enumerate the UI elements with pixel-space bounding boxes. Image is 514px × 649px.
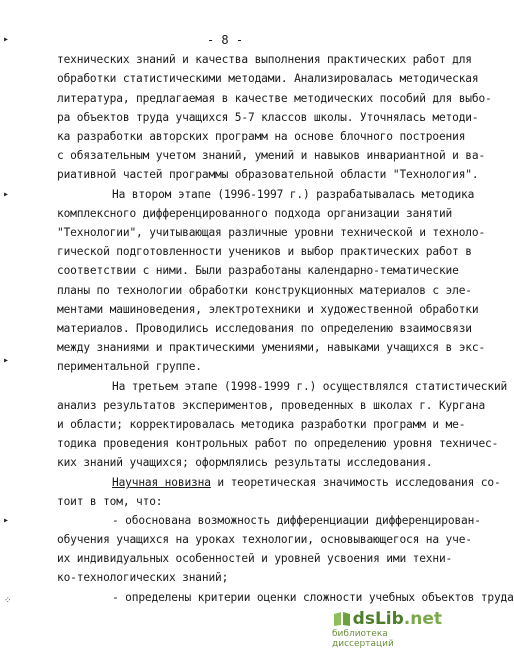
text-line: обработки статистическими методами. Анализировалась методическая <box>57 72 479 85</box>
dslib-watermark[interactable] <box>332 609 442 649</box>
novelty-label: Научная новизна <box>112 476 211 489</box>
book-icon <box>332 611 352 627</box>
text-line: ка разработки авторских программ на основе блочного построения <box>57 130 466 143</box>
text-line: комплексного дифференцированного подхода организации занятий <box>57 207 453 220</box>
text-line: "Технологии", учитывающая различные уровни технической и техноло- <box>57 226 486 239</box>
text-line: с обязательным учетом знаний, умений и навыков инвариантной и ва- <box>57 149 486 162</box>
scan-artifact: ⁘ <box>4 596 12 606</box>
margin-mark: ▸ <box>3 515 10 526</box>
watermark-logo-main: dsLib <box>352 609 404 629</box>
watermark-caption: библиотека диссертаций <box>332 629 394 649</box>
page-number: - 8 - <box>206 33 244 47</box>
text-line: ко-технологических знаний; <box>57 571 229 584</box>
margin-mark: ▸ <box>3 34 10 45</box>
watermark-logo <box>353 609 442 629</box>
margin-mark: ▸ <box>3 189 10 200</box>
text-line: тоит в том, что: <box>57 495 163 508</box>
text-line: обучения учащихся на уроках технологии, основывающегося на уче- <box>57 533 472 546</box>
text-line: На третьем этапе (1998-1999 г.) осуществлялся статистический <box>112 380 508 393</box>
text-line: ких знаний учащихся; оформлялись результаты исследования. <box>57 456 433 469</box>
text-line: соответствии с ними. Были разработаны календарно-тематические <box>57 264 459 277</box>
text-line: периментальной группе. <box>57 360 202 373</box>
novelty-line <box>112 476 501 490</box>
text-line: между знаниями и практическими умениями, навыками учащихся в экс- <box>57 341 486 354</box>
watermark-logo-tld: .net <box>403 609 442 629</box>
text-line: На втором этапе (1996-1997 г.) разрабатывалась методика <box>112 188 475 201</box>
text-line: анализ результатов экспериментов, проведенных в школах г. Кургана <box>57 399 486 412</box>
text-line: материалов. Проводились исследования по определению взаимосвязи <box>57 322 472 335</box>
text-line: тодика проведения контрольных работ по определению уровня техничес- <box>57 437 499 450</box>
margin-mark: ▸ <box>3 355 10 366</box>
novelty-text: теоретическая значимость исследования со- <box>230 476 501 489</box>
text-line: - обоснована возможность дифференциации дифференцирован- <box>112 514 481 527</box>
text-line: планы по технологии обработки конструкционных материалов с эле- <box>57 284 472 297</box>
text-line: и области; корректировалась методика разработки программ и ме- <box>57 418 466 431</box>
text-line: ра объектов труда учащихся 5-7 классов школы. Уточнялась методи- <box>57 111 479 124</box>
text-line: гической подготовленности учеников и выбор практических работ в <box>57 245 472 258</box>
text-line: ментами машиноведения, электротехники и художественной обработки <box>57 303 479 316</box>
text-line: литература, предлагаемая в качестве методических пособий для выбо- <box>57 92 492 105</box>
text-line: их индивидуальных особенностей и уровней усвоения ими техни- <box>57 552 453 565</box>
text-line: - определены критерии оценки сложности учебных объектов труда <box>112 591 514 604</box>
text-line: риативной частей программы образовательной области "Технология". <box>57 168 479 181</box>
novelty-connector: и <box>210 476 231 489</box>
text-line: технических знаний и качества выполнения практических работ для <box>57 53 472 66</box>
